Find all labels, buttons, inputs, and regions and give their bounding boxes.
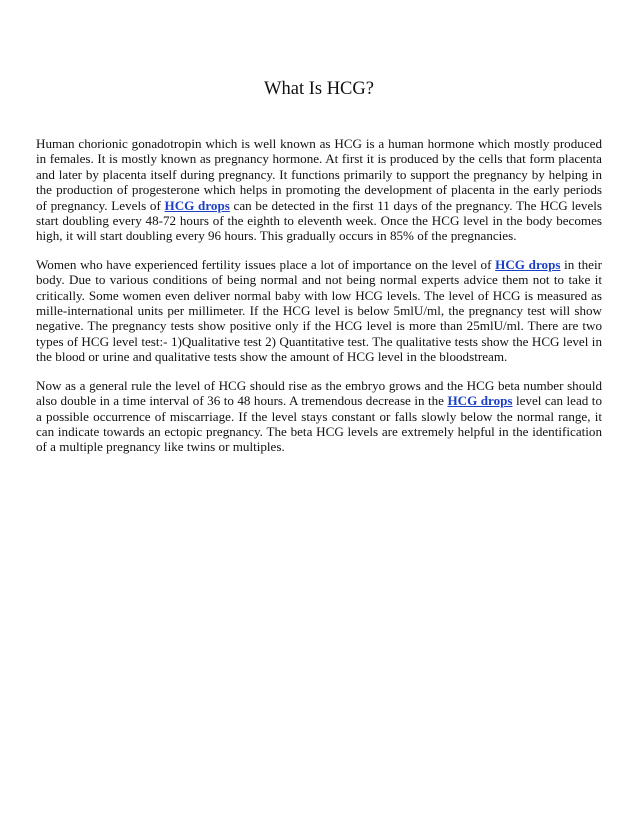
paragraph-text: Women who have experienced fertility issues place a lot of importance on the level of <box>36 256 496 272</box>
paragraph-intro <box>36 136 602 244</box>
hcg-drops-link[interactable]: HCG drops <box>164 197 230 213</box>
paragraph-fertility <box>36 257 602 365</box>
paragraph-text: Human chorionic gonadotropin which is well known as HCG is a human hormone which mostly produced in females. It is mostly known as pregnancy hormone. At first it is produced by the cells that form placenta and later by placenta itself during pregnancy. It functions primarily to support the pregnancy by helping in the production of progesterone which helps in promoting the development of placenta in the early periods of pregnancy. Levels of <box>36 136 602 213</box>
hcg-drops-link[interactable]: HCG drops <box>495 256 561 272</box>
paragraph-general-rule <box>36 378 602 455</box>
paragraph-text: can be detected in the first 11 days of the pregnancy. The HCG levels start doubling every 48-72 hours of the eighth to eleventh week. Once the HCG level in the body becomes high, it will start doubling every 96 hours. This gradually occurs in 85% of the pregnancies. <box>36 197 602 244</box>
paragraph-text: level can lead to a possible occurrence of miscarriage. If the level stays constant or falls slowly below the normal range, it can indicate towards an ectopic pregnancy. The beta HCG levels are extremely helpful in the identification of a multiple pregnancy like twins or multiples. <box>36 393 602 455</box>
paragraph-text: in their body. Due to various conditions of being normal and not being normal experts advice them not to take it critically. Some women even deliver normal baby with low HCG levels. The level of HCG is measured as mille-international units per millimeter. If the HCG level is below 5mlU/ml, the pregnancy test will show negative. The pregnancy tests show positive only if the HCG level is more than 25mlU/ml. There are two types of HCG level test:- 1)Qualitative test 2) Quantitative test. The qualitative tests show the HCG level in the blood or urine and qualitative tests show the amount of HCG level in the bloodstream. <box>36 256 602 365</box>
hcg-drops-link[interactable]: HCG drops <box>447 393 513 409</box>
document-page <box>36 0 602 468</box>
paragraph-text: Now as a general rule the level of HCG should rise as the embryo grows and the HCG beta number should also double in a time interval of 36 to 48 hours. A tremendous decrease in the <box>36 377 602 409</box>
document-body <box>36 136 602 455</box>
page-title: What Is HCG? <box>264 79 374 99</box>
